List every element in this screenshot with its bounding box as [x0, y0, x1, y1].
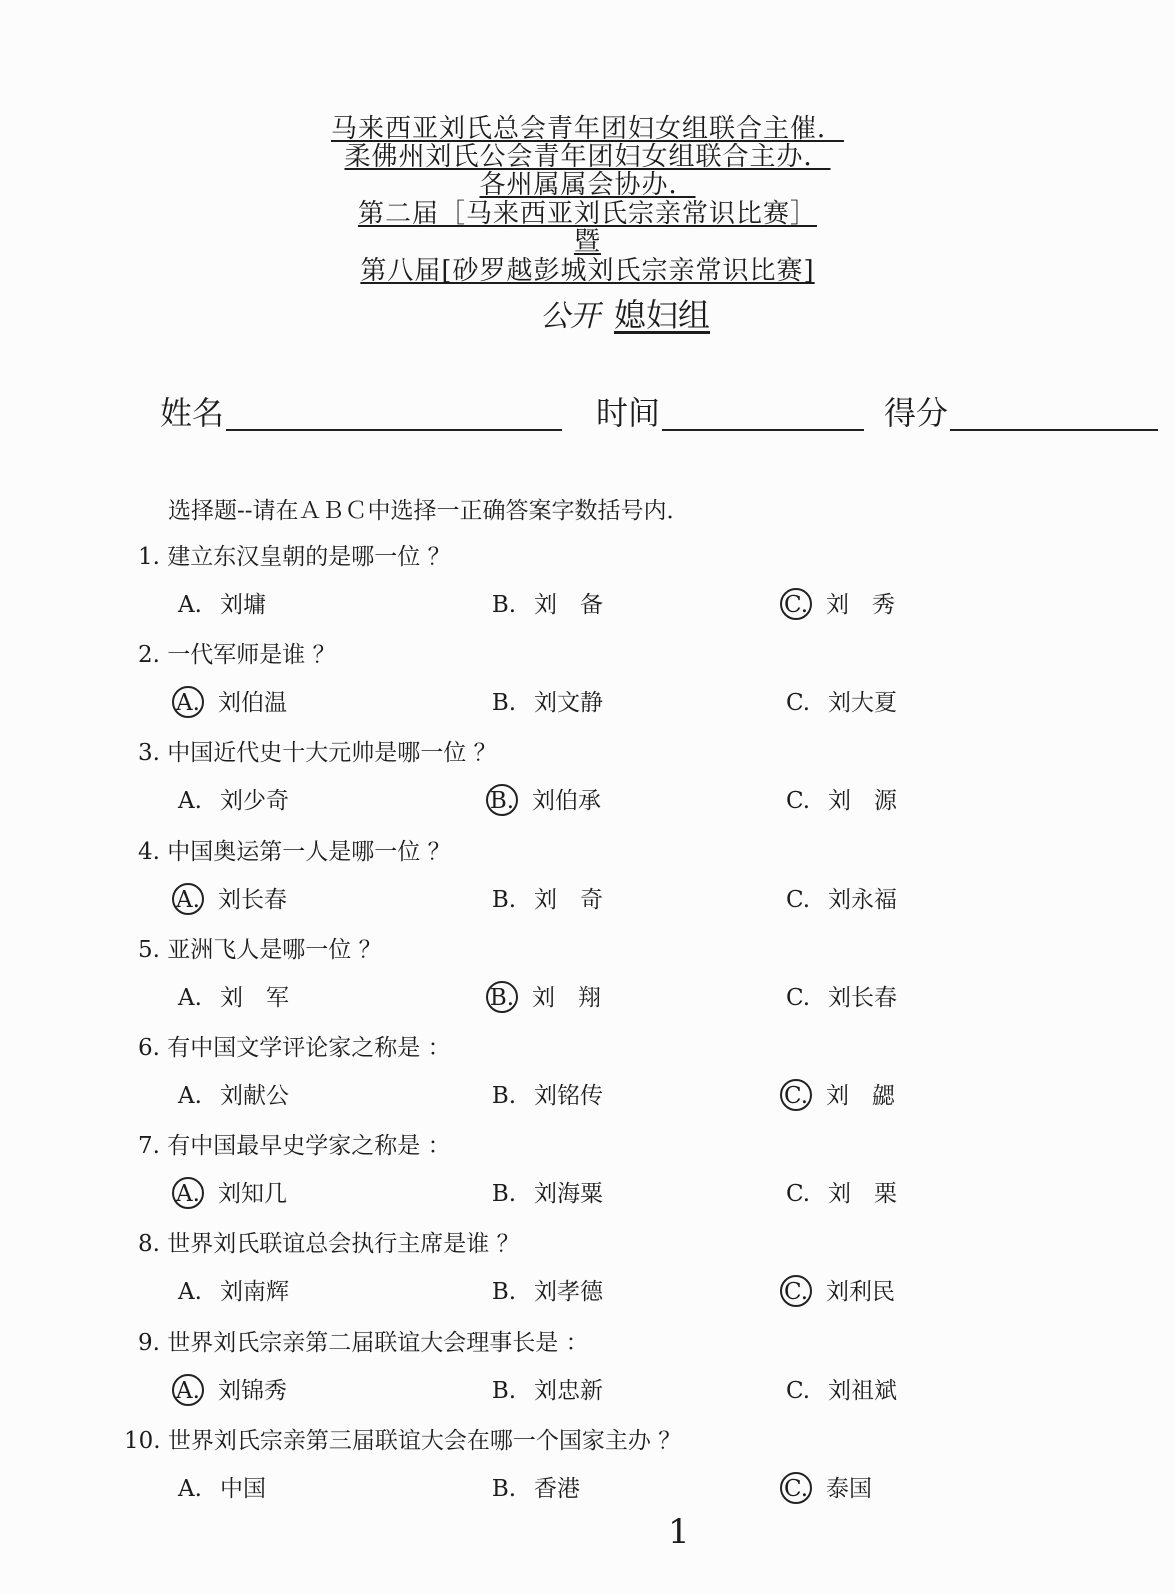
option-text: 刘伯承: [532, 788, 601, 815]
option-letter: A.: [178, 592, 202, 618]
option-letter: C.: [780, 1079, 812, 1111]
option-letter: A.: [178, 1475, 202, 1502]
option-letter: B.: [491, 690, 517, 717]
option-text: 刘忠新: [534, 1377, 603, 1404]
question-5-option-a[interactable]: [172, 979, 289, 1012]
option-letter: C.: [785, 886, 811, 913]
time-field-line[interactable]: [662, 429, 864, 431]
header-line-1: 马来西亚刘氏总会青年团妇女组联合主催．: [330, 114, 844, 144]
question-4-option-c[interactable]: [780, 881, 897, 914]
option-text: 刘长春: [828, 984, 897, 1011]
group-title: [540, 290, 710, 336]
option-letter: A.: [172, 1374, 204, 1406]
question-6-option-b[interactable]: [486, 1077, 603, 1110]
option-letter: A.: [172, 883, 204, 915]
option-letter: B.: [486, 784, 518, 816]
question-9: 9. 世界刘氏宗亲第二届联谊大会理事长是 ：: [138, 1329, 589, 1356]
option-letter: A.: [172, 686, 204, 718]
group-handwritten: 公开: [540, 299, 600, 334]
question-10: 10. 世界刘氏宗亲第三届联谊大会在哪一个国家主办 ？: [124, 1427, 682, 1454]
option-text: 刘 栗: [828, 1181, 897, 1208]
question-2-option-b[interactable]: [486, 684, 603, 717]
option-letter: B.: [491, 1475, 517, 1502]
question-5-option-c[interactable]: [780, 979, 897, 1012]
question-3-option-a[interactable]: [172, 782, 289, 815]
option-text: 刘 源: [828, 788, 897, 815]
option-text: 刘 翔: [532, 984, 601, 1011]
option-text: 刘海粟: [534, 1181, 603, 1208]
option-text: 刘利民: [826, 1279, 895, 1306]
option-text: 香港: [534, 1475, 580, 1502]
option-letter: B.: [491, 1279, 517, 1306]
question-9-option-a[interactable]: [172, 1372, 287, 1406]
question-3-option-c[interactable]: [780, 782, 897, 815]
option-text: 刘 勰: [826, 1083, 895, 1109]
option-letter: A.: [178, 1083, 202, 1109]
question-2-option-c[interactable]: [780, 684, 897, 717]
option-text: 刘长春: [218, 886, 287, 913]
question-7-option-b[interactable]: [486, 1175, 603, 1208]
option-letter: A.: [178, 1279, 202, 1306]
question-1-option-a[interactable]: [172, 586, 266, 619]
option-letter: B.: [491, 1083, 517, 1109]
question-8: 8. 世界刘氏联谊总会执行主席是谁 ？: [138, 1231, 520, 1258]
question-8-option-a[interactable]: [172, 1273, 289, 1306]
option-text: 刘大夏: [828, 690, 897, 717]
option-text: 刘 奇: [534, 886, 603, 913]
option-text: 刘永福: [828, 886, 897, 913]
header-line-5: 暨: [573, 227, 601, 257]
option-text: 刘铭传: [534, 1083, 603, 1109]
option-letter: B.: [486, 981, 518, 1013]
header-line-6: 第八届[砂罗越彭城刘氏宗亲常识比赛]: [360, 256, 815, 286]
question-6-option-c[interactable]: [780, 1077, 895, 1111]
question-6-option-a[interactable]: [172, 1077, 289, 1110]
question-7-option-c[interactable]: [780, 1175, 897, 1208]
question-8-option-c[interactable]: [780, 1273, 895, 1307]
option-text: 泰国: [826, 1475, 872, 1502]
question-4-option-b[interactable]: [486, 881, 603, 914]
option-text: 中国: [220, 1475, 266, 1502]
option-text: 刘祖斌: [828, 1377, 897, 1404]
question-8-option-b[interactable]: [486, 1273, 603, 1306]
option-text: 刘伯温: [218, 690, 287, 717]
option-text: 刘 秀: [826, 592, 895, 618]
option-letter: A.: [178, 788, 202, 815]
question-6: 6. 有中国文学评论家之称是 ：: [138, 1035, 451, 1061]
option-text: 刘献公: [220, 1083, 289, 1109]
option-text: 刘 备: [534, 592, 603, 618]
score-field-line[interactable]: [950, 429, 1158, 431]
header-line-4: 第二届［马来西亚刘氏宗亲常识比赛］: [357, 199, 817, 229]
option-letter: C.: [785, 1377, 811, 1404]
question-7-option-a[interactable]: [172, 1175, 287, 1209]
option-letter: A.: [172, 1177, 204, 1209]
question-2-option-a[interactable]: [172, 684, 287, 718]
question-4-option-a[interactable]: [172, 881, 287, 915]
question-5: 5. 亚洲飞人是哪一位 ？: [138, 936, 382, 963]
header-line-2: 柔佛州刘氏公会青年团妇女组联合主办．: [344, 142, 831, 172]
option-letter: B.: [491, 1181, 517, 1208]
score-label: 得分: [884, 394, 949, 432]
question-10-option-a[interactable]: [172, 1470, 266, 1503]
question-5-option-b[interactable]: [486, 979, 601, 1013]
option-text: 刘墉: [220, 592, 266, 618]
option-text: 刘南辉: [220, 1279, 289, 1306]
option-letter: A.: [178, 984, 202, 1011]
option-letter: B.: [491, 1377, 517, 1404]
option-letter: B.: [491, 592, 517, 618]
option-letter: C.: [785, 690, 811, 717]
option-letter: C.: [785, 788, 811, 815]
group-name: 媳妇组: [614, 296, 711, 334]
question-10-option-c[interactable]: [780, 1470, 872, 1504]
page-number: 1: [668, 1512, 690, 1552]
option-letter: B.: [491, 886, 517, 913]
question-3-option-b[interactable]: [486, 782, 601, 816]
question-9-option-b[interactable]: [486, 1372, 603, 1405]
option-text: 刘孝德: [534, 1279, 603, 1306]
option-letter: C.: [785, 984, 811, 1011]
question-1: 1. 建立东汉皇朝的是哪一位 ？: [138, 544, 451, 570]
header-line-3: 各州属属会协办．: [479, 170, 696, 200]
question-1-option-c[interactable]: [780, 586, 895, 620]
name-label: 姓名: [160, 394, 225, 432]
instruction: 选择题--请在ＡＢＣ中选择一正确答案字数括号内．: [168, 498, 690, 524]
question-10-option-b[interactable]: [486, 1470, 580, 1503]
option-letter: C.: [780, 1472, 812, 1504]
name-field-line[interactable]: [226, 429, 562, 431]
option-text: 刘少奇: [220, 788, 289, 815]
question-4: 4. 中国奥运第一人是哪一位 ？: [138, 838, 451, 865]
option-text: 刘文静: [534, 690, 603, 717]
time-label: 时间: [596, 394, 661, 432]
question-1-option-b[interactable]: [486, 586, 603, 619]
question-3: 3. 中国近代史十大元帅是哪一位 ？: [138, 740, 497, 767]
option-text: 刘 军: [220, 984, 289, 1011]
option-text: 刘锦秀: [218, 1377, 287, 1404]
question-2: 2. 一代军师是谁 ？: [138, 642, 336, 669]
question-9-option-c[interactable]: [780, 1372, 897, 1405]
question-7: 7. 有中国最早史学家之称是 ：: [138, 1133, 451, 1160]
option-letter: C.: [785, 1181, 811, 1208]
option-text: 刘知几: [218, 1181, 287, 1208]
option-letter: C.: [780, 588, 812, 620]
option-letter: C.: [780, 1275, 812, 1307]
